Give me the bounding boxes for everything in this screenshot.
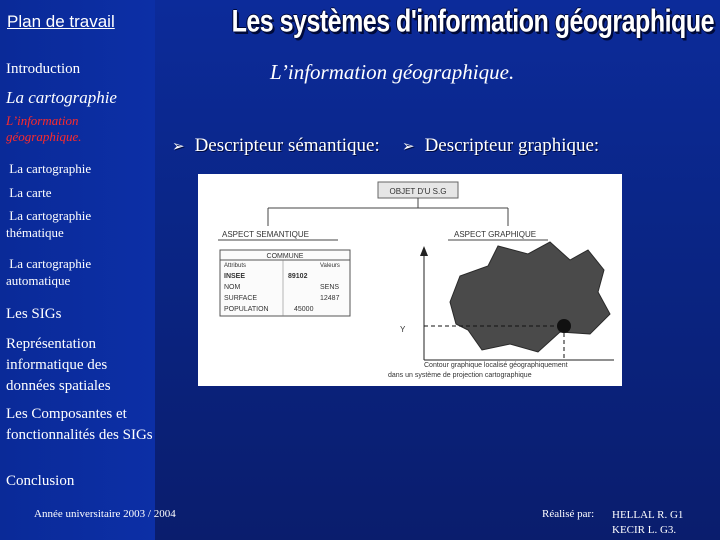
nav-item-cartographie[interactable]: La cartographie	[6, 88, 117, 107]
diagram-figure	[198, 174, 622, 386]
nav-subitem-cartographie-automatique[interactable]: La cartographie automatique	[6, 256, 92, 288]
footer-realise-par: Réalisé par:	[542, 508, 595, 520]
arrow-bullet-icon: ➢	[172, 137, 185, 155]
object-label: OBJET D'U S.G	[389, 187, 447, 196]
footer-year: Année universitaire 2003 / 2004	[34, 508, 176, 520]
bullet-descripteur-graphique	[402, 135, 599, 157]
caption-line-1: Contour graphique localisé géographiquement	[424, 362, 568, 369]
nav-subitem-cartographie[interactable]: La cartographie	[9, 161, 92, 176]
bullet-text: Descripteur sémantique:	[194, 135, 380, 156]
nav-item-sigs[interactable]: Les SIGs	[6, 306, 62, 322]
row-val-1: SENS	[320, 284, 340, 291]
y-axis-arrow-icon	[420, 246, 428, 256]
bullet-text: Descripteur graphique:	[424, 135, 600, 156]
bullet-descripteur-semantique	[172, 135, 380, 157]
nav-item-information-geographique-active[interactable]: L’information géographique.	[6, 113, 82, 144]
section-subtitle: L’information géographique.	[270, 60, 515, 84]
row-attr-2: SURFACE	[224, 295, 258, 302]
diagram-svg	[198, 174, 622, 386]
nav-item-representation[interactable]: Représentation informatique des données spatiales	[6, 336, 111, 394]
plan-de-travail-link[interactable]: Plan de travail	[7, 12, 115, 31]
page-title: Les systèmes d'information géographique	[231, 4, 714, 39]
graphic-aspect-label: ASPECT GRAPHIQUE	[454, 230, 537, 239]
axis-y-label: Y	[400, 325, 406, 334]
nav-item-introduction[interactable]: Introduction	[6, 61, 81, 77]
nav-item-composantes[interactable]: Les Composantes et fonctionnalités des SIGs	[6, 406, 153, 443]
nav-item-conclusion[interactable]: Conclusion	[6, 473, 75, 489]
commune-header: COMMUNE	[266, 253, 304, 260]
row-val-3: 45000	[294, 306, 314, 313]
col-valeurs: Valeurs	[320, 263, 340, 269]
row-attr-1: NOM	[224, 284, 241, 291]
row-val-0: 89102	[288, 273, 308, 280]
semantic-aspect-label: ASPECT SEMANTIQUE	[222, 230, 309, 239]
row-val-2: 12487	[320, 295, 340, 302]
caption-line-2: dans un système de projection cartographique	[388, 372, 532, 379]
nav-subitem-carte[interactable]: La carte	[9, 185, 52, 200]
location-point-marker	[557, 319, 571, 333]
row-attr-0: INSEE	[224, 273, 246, 280]
author-name-1: HELLAL R. G1	[612, 509, 684, 521]
map-contour-shape	[450, 242, 610, 352]
col-attributs: Attributs	[224, 263, 247, 269]
footer-authors	[612, 508, 683, 538]
row-attr-3: POPULATION	[224, 306, 269, 313]
author-name-2: KECIR L. G3.	[612, 524, 677, 536]
arrow-bullet-icon: ➢	[402, 137, 415, 155]
nav-subitem-cartographie-thematique[interactable]: La cartographie thématique	[6, 208, 92, 240]
